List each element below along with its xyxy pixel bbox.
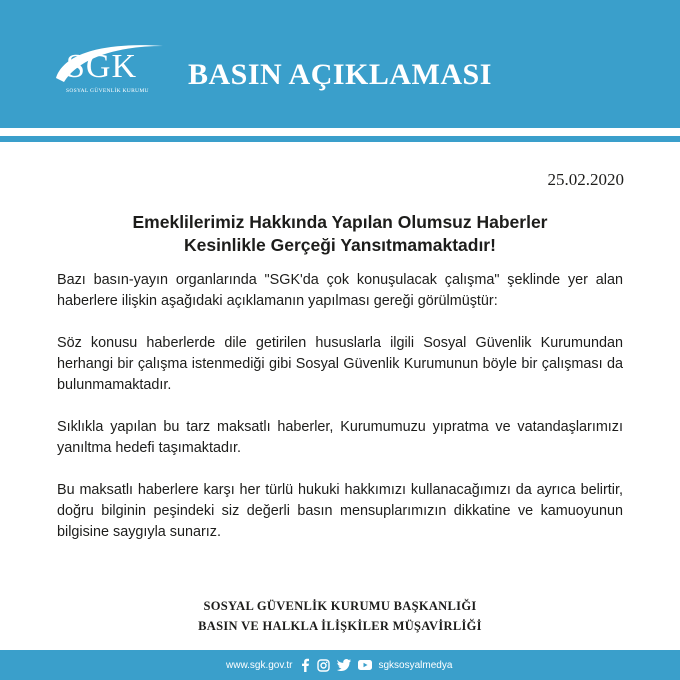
paragraph: Bu maksatlı haberlere karşı her türlü hukuki hakkımızı kullanacağımızı da ayrıca belirtir, doğru bilginin peşindeki siz değerli basın mensuplarımızın dikkatine ve kamuoyunun bilgisine saygıyla sunarız. <box>57 482 623 540</box>
page-title: BASIN AÇIKLAMASI <box>188 58 492 91</box>
logo-subtitle: SOSYAL GÜVENLİK KURUMU <box>66 88 149 94</box>
paragraph: Sıklıkla yapılan bu tarz maksatlı haberler, Kurumumuzu yıpratma ve vatandaşlarımızı yanıltma hedefi taşımaktadır. <box>57 419 623 456</box>
footer-links <box>226 657 452 673</box>
facebook-icon[interactable] <box>300 658 310 672</box>
press-release-date: 25.02.2020 <box>547 170 624 189</box>
headline-line-1: Emeklilerimiz Hakkında Yapılan Olumsuz Haberler <box>132 212 548 232</box>
signature-line-1: SOSYAL GÜVENLİK KURUMU BAŞKANLIĞI <box>203 599 477 613</box>
signature-line-2: BASIN VE HALKLA İLİŞKİLER MÜŞAVİRLİĞİ <box>198 619 482 633</box>
logo-text: SGK <box>66 48 138 85</box>
signature-block <box>0 596 680 636</box>
body-text <box>57 270 623 564</box>
header-stripe <box>0 136 680 142</box>
website-link[interactable]: www.sgk.gov.tr <box>226 659 293 671</box>
youtube-icon[interactable] <box>358 660 372 670</box>
social-handle[interactable]: sgksosyalmedya <box>378 659 453 671</box>
paragraph: Bazı basın-yayın organlarında "SGK'da çok konuşulacak çalışma" şeklinde yer alan haberlere ilişkin aşağıdaki açıklamanın yapılması gereği görülmüştür: <box>57 272 623 309</box>
twitter-icon[interactable] <box>337 659 351 671</box>
headline-line-2: Kesinlikle Gerçeği Yansıtmamaktadır! <box>184 235 496 255</box>
footer-bar <box>0 650 680 680</box>
paragraph: Söz konusu haberlerde dile getirilen hususlarla ilgili Sosyal Güvenlik Kurumundan herhangi bir çalışma istenmediği gibi Sosyal Güvenlik Kurumunun böyle bir çalışması da bulunmamaktadır. <box>57 335 623 393</box>
instagram-icon[interactable] <box>317 659 330 672</box>
headline <box>0 211 680 257</box>
